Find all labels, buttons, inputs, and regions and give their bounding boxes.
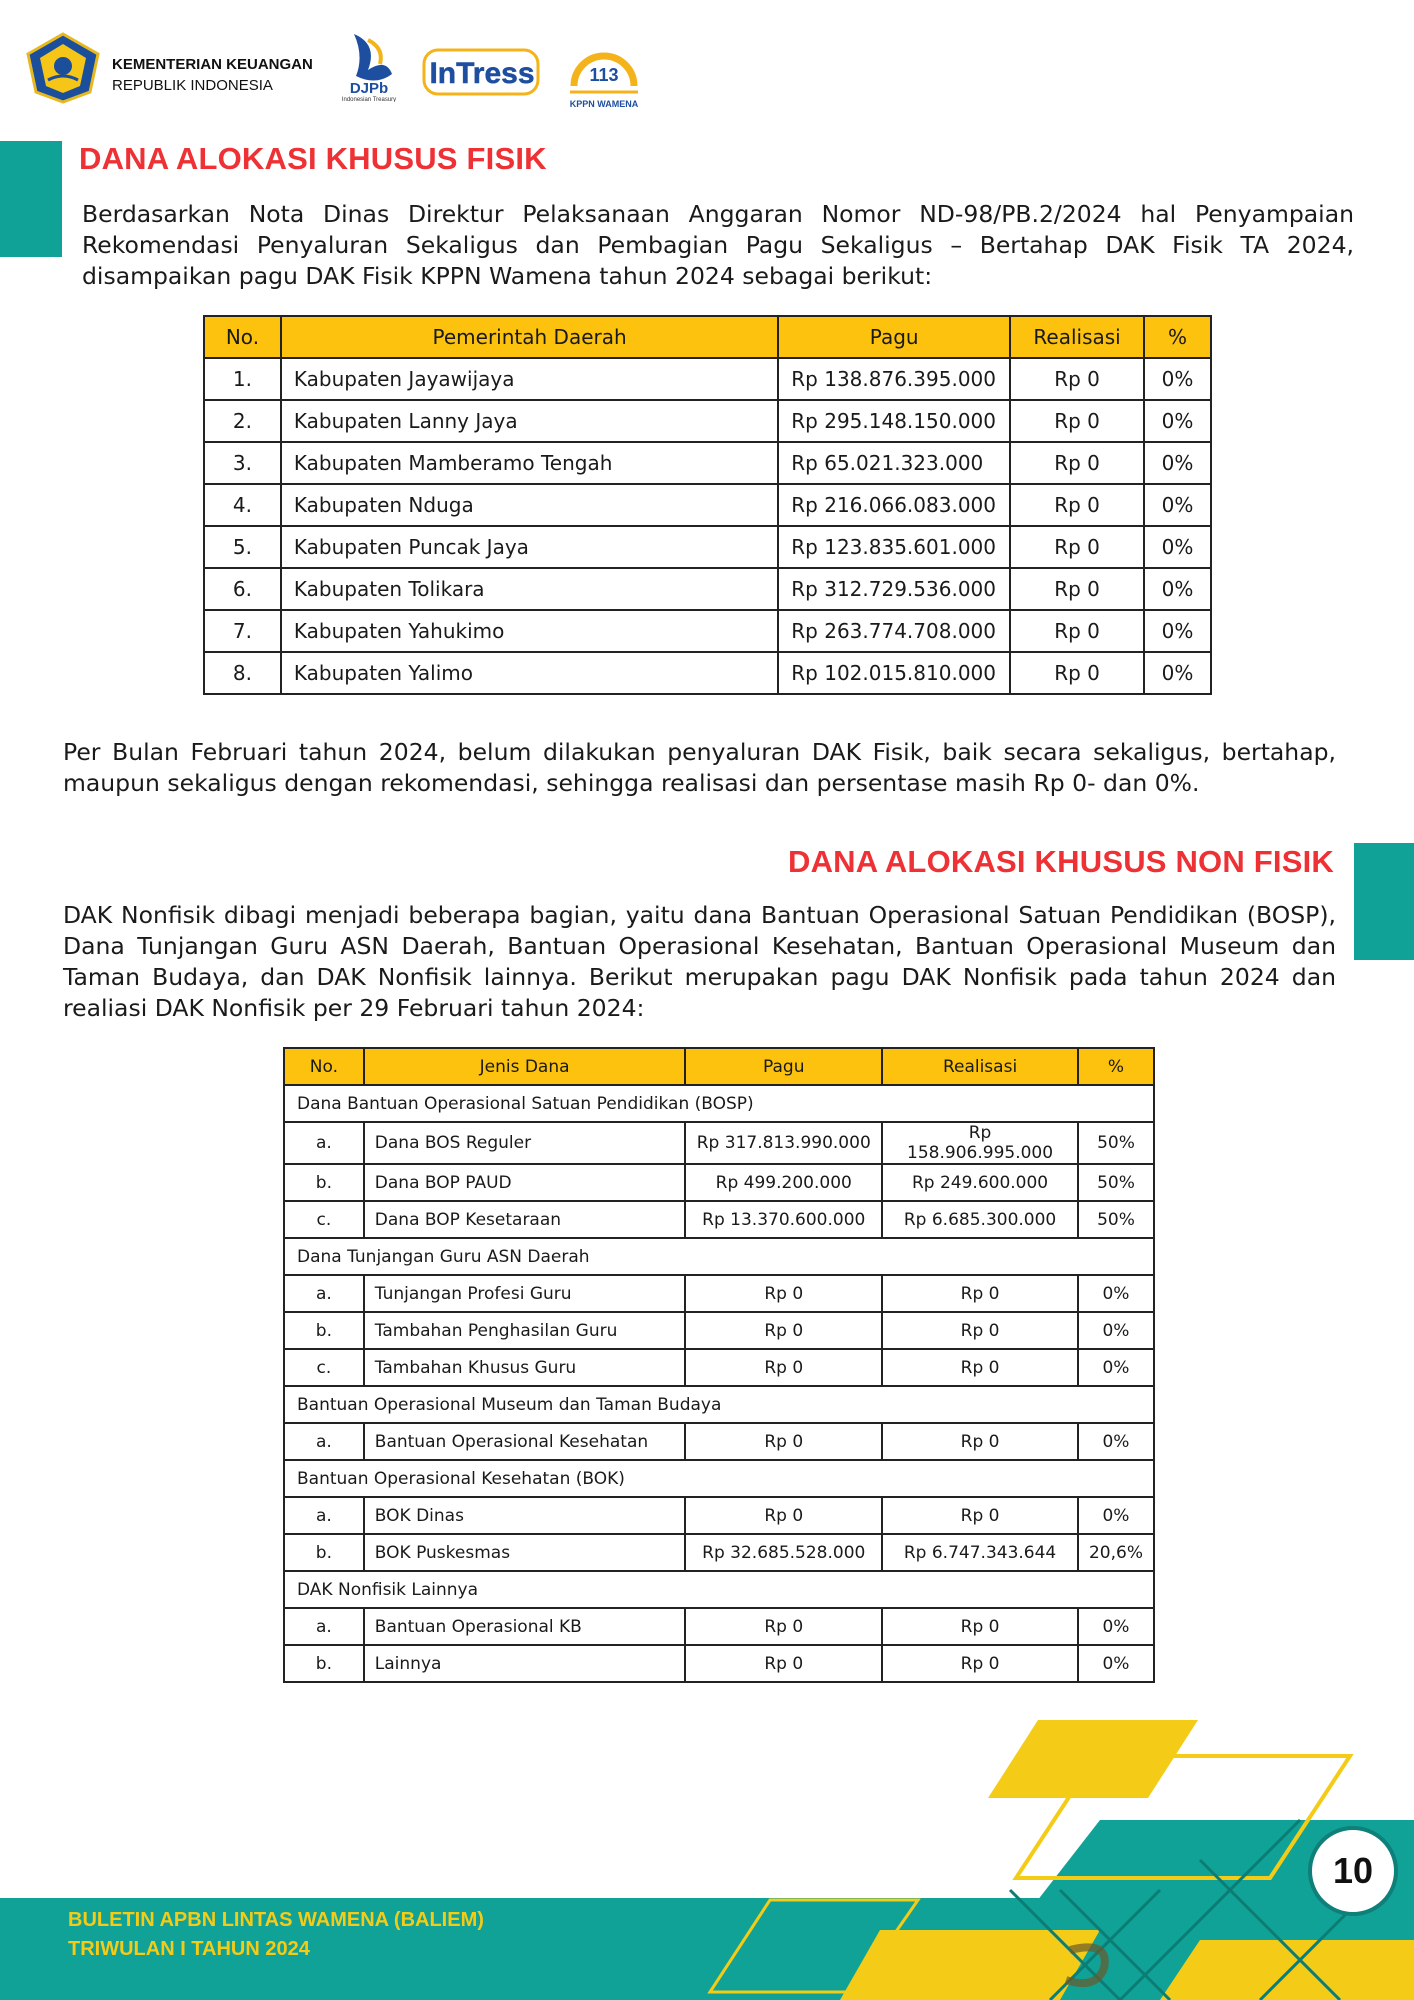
cell-percent: 0% (1078, 1312, 1154, 1349)
cell-name: Tunjangan Profesi Guru (364, 1275, 686, 1312)
cell-name: Dana BOS Reguler (364, 1122, 686, 1164)
cell-realisasi: Rp 0 (882, 1645, 1078, 1682)
cell-realisasi: Rp 6.747.343.644 (882, 1534, 1078, 1571)
cell-no: 3. (204, 442, 281, 484)
table-row (204, 400, 1211, 442)
section2-title: DANA ALOKASI KHUSUS NON FISIK (787, 844, 1334, 879)
cell-percent: 0% (1078, 1349, 1154, 1386)
cell-name: Kabupaten Yahukimo (281, 610, 778, 652)
kemenkeu-logo (24, 32, 102, 104)
cell-percent: 0% (1144, 358, 1211, 400)
ministry-name-line2: REPUBLIK INDONESIA (112, 77, 273, 94)
cell-name: Tambahan Khusus Guru (364, 1349, 686, 1386)
cell-no: c. (284, 1201, 364, 1238)
cell-realisasi: Rp 0 (882, 1275, 1078, 1312)
cell-realisasi: Rp 0 (882, 1312, 1078, 1349)
cell-percent: 50% (1078, 1122, 1154, 1164)
cell-no: 8. (204, 652, 281, 694)
cell-pagu: Rp 317.813.990.000 (685, 1122, 882, 1164)
cell-name: Kabupaten Tolikara (281, 568, 778, 610)
table-header-row (284, 1048, 1154, 1085)
kppn-logo-number: 113 (589, 65, 619, 85)
dak-fisik-table (203, 315, 1212, 695)
cell-realisasi: Rp 0 (1010, 568, 1144, 610)
section1-intro: Berdasarkan Nota Dinas Direktur Pelaksanaan Anggaran Nomor ND-98/PB.2/2024 hal Penyampaian Rekomendasi Penyaluran Sekaligus dan Pembagian Pagu Sekaligus – Bertahap DAK Fisik TA 2024, disampaikan pagu DAK Fisik KPPN Wamena tahun 2024 sebagai berikut: (82, 200, 1354, 290)
col-header-jenis-dana: Jenis Dana (364, 1048, 686, 1085)
cell-percent: 0% (1078, 1497, 1154, 1534)
cell-realisasi: Rp 0 (1010, 610, 1144, 652)
col-header-pemerintah-daerah: Pemerintah Daerah (281, 316, 778, 358)
cell-realisasi: Rp 6.685.300.000 (882, 1201, 1078, 1238)
cell-name: BOK Dinas (364, 1497, 686, 1534)
cell-pagu: Rp 65.021.323.000 (778, 442, 1010, 484)
table-row (284, 1423, 1154, 1460)
table-row (204, 484, 1211, 526)
intress-logo-text: InTress (429, 57, 535, 90)
cell-percent: 0% (1078, 1275, 1154, 1312)
cell-percent: 0% (1078, 1645, 1154, 1682)
table-header-row (204, 316, 1211, 358)
table-row (284, 1349, 1154, 1386)
group-name: Dana Tunjangan Guru ASN Daerah (284, 1238, 1154, 1275)
table-row (284, 1645, 1154, 1682)
cell-name: Dana BOP PAUD (364, 1164, 686, 1201)
table-group-row (284, 1571, 1154, 1608)
cell-pagu: Rp 312.729.536.000 (778, 568, 1010, 610)
dak-nonfisik-table (283, 1047, 1155, 1683)
cell-no: 6. (204, 568, 281, 610)
table-group-row (284, 1085, 1154, 1122)
djpb-logo (334, 30, 404, 102)
table-row (284, 1201, 1154, 1238)
cell-name: Tambahan Penghasilan Guru (364, 1312, 686, 1349)
cell-realisasi: Rp 0 (882, 1349, 1078, 1386)
table-row (204, 526, 1211, 568)
group-name: Dana Bantuan Operasional Satuan Pendidikan (BOSP) (284, 1085, 1154, 1122)
col-header-realisasi: Realisasi (1010, 316, 1144, 358)
cell-name: Kabupaten Puncak Jaya (281, 526, 778, 568)
section-accent-bar-right (1354, 843, 1414, 960)
cell-name: Kabupaten Nduga (281, 484, 778, 526)
cell-percent: 0% (1144, 568, 1211, 610)
cell-name: Dana BOP Kesetaraan (364, 1201, 686, 1238)
cell-percent: 0% (1144, 400, 1211, 442)
group-name: Bantuan Operasional Museum dan Taman Budaya (284, 1386, 1154, 1423)
col-header-no: No. (204, 316, 281, 358)
kppn-logo-text: KPPN WAMENA (569, 99, 639, 109)
cell-pagu: Rp 0 (685, 1497, 882, 1534)
cell-no: a. (284, 1122, 364, 1164)
cell-no: c. (284, 1349, 364, 1386)
cell-percent: 0% (1144, 610, 1211, 652)
col-header-realisasi: Realisasi (882, 1048, 1078, 1085)
page-number: 10 (1308, 1826, 1398, 1916)
cell-no: a. (284, 1608, 364, 1645)
cell-pagu: Rp 0 (685, 1275, 882, 1312)
cell-realisasi: Rp 0 (1010, 652, 1144, 694)
footer-line1: BULETIN APBN LINTAS WAMENA (BALIEM) (68, 1909, 484, 1931)
table-group-row (284, 1386, 1154, 1423)
cell-no: b. (284, 1645, 364, 1682)
djpb-logo-subtext: Indonesian Treasury (341, 97, 397, 102)
cell-pagu: Rp 263.774.708.000 (778, 610, 1010, 652)
cell-name: BOK Puskesmas (364, 1534, 686, 1571)
cell-pagu: Rp 0 (685, 1645, 882, 1682)
cell-no: 4. (204, 484, 281, 526)
col-header-pagu: Pagu (685, 1048, 882, 1085)
table-row (204, 652, 1211, 694)
cell-no: 2. (204, 400, 281, 442)
table-row (284, 1534, 1154, 1571)
cell-name: Bantuan Operasional Kesehatan (364, 1423, 686, 1460)
table-row (204, 358, 1211, 400)
cell-percent: 0% (1078, 1423, 1154, 1460)
table-row (204, 610, 1211, 652)
table-row (204, 442, 1211, 484)
ministry-name (112, 54, 313, 96)
cell-pagu: Rp 13.370.600.000 (685, 1201, 882, 1238)
cell-percent: 0% (1144, 526, 1211, 568)
cell-pagu: Rp 499.200.000 (685, 1164, 882, 1201)
ministry-name-line1: KEMENTERIAN KEUANGAN (112, 56, 313, 73)
kppn-wamena-logo (562, 34, 646, 114)
cell-realisasi: Rp 0 (1010, 526, 1144, 568)
cell-name: Bantuan Operasional KB (364, 1608, 686, 1645)
cell-name: Kabupaten Mamberamo Tengah (281, 442, 778, 484)
cell-realisasi: Rp 158.906.995.000 (882, 1122, 1078, 1164)
cell-pagu: Rp 32.685.528.000 (685, 1534, 882, 1571)
cell-name: Lainnya (364, 1645, 686, 1682)
table-row (284, 1312, 1154, 1349)
table-row (284, 1275, 1154, 1312)
cell-pagu: Rp 0 (685, 1312, 882, 1349)
cell-pagu: Rp 0 (685, 1423, 882, 1460)
cell-no: 5. (204, 526, 281, 568)
table-row (204, 568, 1211, 610)
cell-realisasi: Rp 0 (882, 1423, 1078, 1460)
cell-pagu: Rp 123.835.601.000 (778, 526, 1010, 568)
cell-realisasi: Rp 0 (882, 1497, 1078, 1534)
section2-intro: DAK Nonfisik dibagi menjadi beberapa bagian, yaitu dana Bantuan Operasional Satuan Pendidikan (BOSP), Dana Tunjangan Guru ASN Daerah, Bantuan Operasional Kesehatan, Bantuan Operasional Museum dan Taman Budaya, dan DAK Nonfisik lainnya. Berikut merupakan pagu DAK Nonfisik pada tahun 2024 dan realiasi DAK Nonfisik per 29 Februari tahun 2024: (63, 901, 1336, 1022)
cell-no: b. (284, 1534, 364, 1571)
cell-name: Kabupaten Jayawijaya (281, 358, 778, 400)
table-row (284, 1122, 1154, 1164)
table-row (284, 1608, 1154, 1645)
cell-realisasi: Rp 0 (1010, 358, 1144, 400)
section1-note: Per Bulan Februari tahun 2024, belum dilakukan penyaluran DAK Fisik, baik secara sekaligus, bertahap, maupun sekaligus dengan rekomendasi, sehingga realisasi dan persentase masih Rp 0- dan 0%. (63, 738, 1336, 797)
cell-percent: 0% (1144, 442, 1211, 484)
table-group-row (284, 1238, 1154, 1275)
cell-percent: 50% (1078, 1201, 1154, 1238)
table-row (284, 1164, 1154, 1201)
cell-percent: 20,6% (1078, 1534, 1154, 1571)
intress-logo (422, 46, 542, 98)
djpb-logo-text: DJPb (349, 80, 389, 97)
col-header-pagu: Pagu (778, 316, 1010, 358)
cell-no: a. (284, 1497, 364, 1534)
cell-no: a. (284, 1423, 364, 1460)
cell-percent: 0% (1144, 484, 1211, 526)
cell-realisasi: Rp 0 (1010, 442, 1144, 484)
group-name: Bantuan Operasional Kesehatan (BOK) (284, 1460, 1154, 1497)
cell-realisasi: Rp 0 (1010, 400, 1144, 442)
cell-no: b. (284, 1164, 364, 1201)
cell-percent: 0% (1078, 1608, 1154, 1645)
cell-no: 1. (204, 358, 281, 400)
cell-percent: 50% (1078, 1164, 1154, 1201)
cell-pagu: Rp 102.015.810.000 (778, 652, 1010, 694)
table-row (284, 1497, 1154, 1534)
cell-realisasi: Rp 0 (882, 1608, 1078, 1645)
table-group-row (284, 1460, 1154, 1497)
cell-pagu: Rp 295.148.150.000 (778, 400, 1010, 442)
section1-title: DANA ALOKASI KHUSUS FISIK (79, 141, 547, 176)
cell-no: a. (284, 1275, 364, 1312)
cell-pagu: Rp 216.066.083.000 (778, 484, 1010, 526)
cell-name: Kabupaten Yalimo (281, 652, 778, 694)
group-name: DAK Nonfisik Lainnya (284, 1571, 1154, 1608)
cell-pagu: Rp 138.876.395.000 (778, 358, 1010, 400)
section-accent-bar-left (0, 141, 62, 257)
cell-pagu: Rp 0 (685, 1349, 882, 1386)
cell-pagu: Rp 0 (685, 1608, 882, 1645)
cell-realisasi: Rp 249.600.000 (882, 1164, 1078, 1201)
cell-realisasi: Rp 0 (1010, 484, 1144, 526)
cell-percent: 0% (1144, 652, 1211, 694)
col-header-percent: % (1078, 1048, 1154, 1085)
col-header-percent: % (1144, 316, 1211, 358)
col-header-no: No. (284, 1048, 364, 1085)
footer-bulletin-title (68, 1906, 484, 1964)
cell-no: 7. (204, 610, 281, 652)
cell-name: Kabupaten Lanny Jaya (281, 400, 778, 442)
footer-line2: TRIWULAN I TAHUN 2024 (68, 1938, 310, 1960)
cell-no: b. (284, 1312, 364, 1349)
